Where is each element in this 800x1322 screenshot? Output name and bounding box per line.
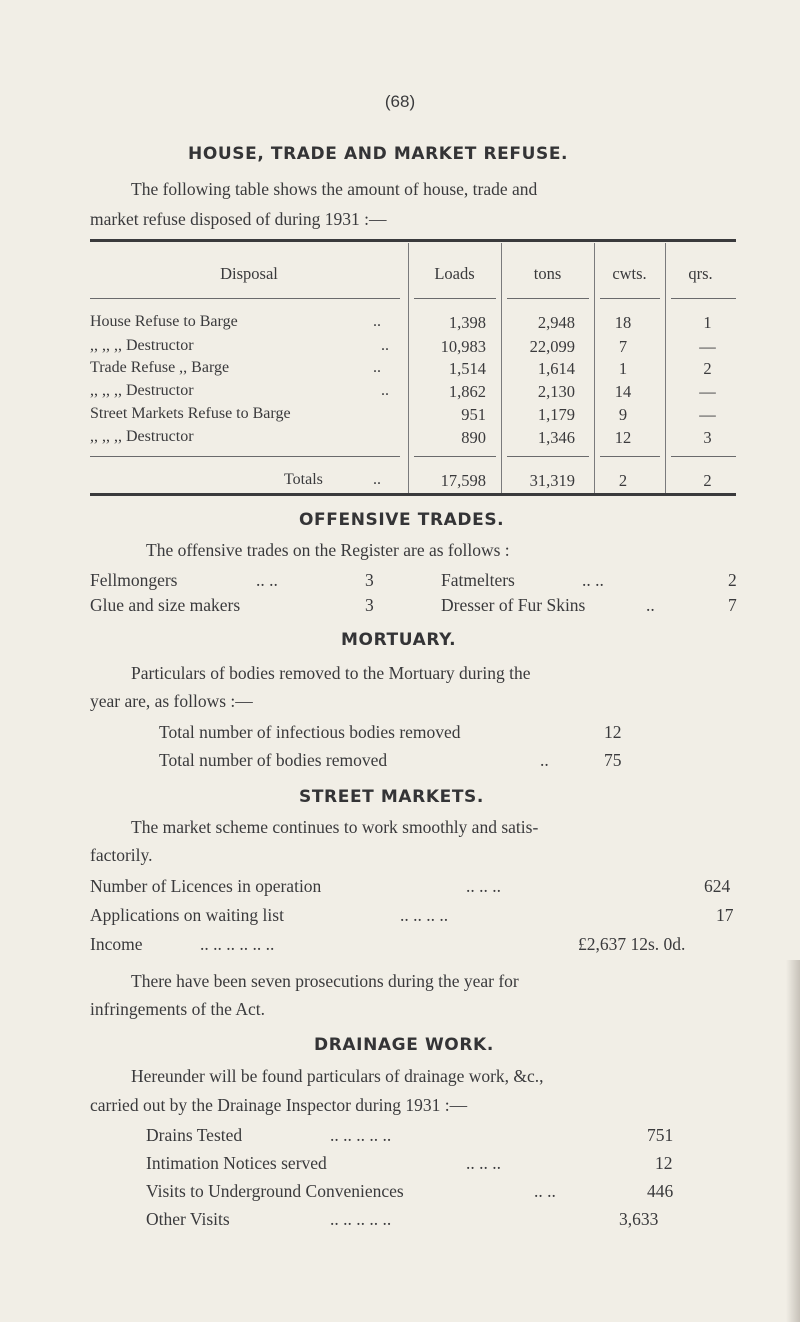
- header-cwts: cwts.: [612, 264, 647, 283]
- row-tons: 2,130: [537, 382, 575, 401]
- totals-label: Totals: [284, 471, 323, 488]
- totals-tons: 31,319: [529, 471, 575, 490]
- row-loads: 1,398: [448, 313, 486, 332]
- totals-rule: [671, 456, 736, 457]
- row-qrs: 1: [703, 313, 712, 332]
- item-leader-dots: ..: [646, 595, 655, 615]
- row-disposal: ,, ,, ,, Destructor: [90, 382, 194, 399]
- row-loads: 1,514: [448, 359, 486, 378]
- item-label: Total number of bodies removed: [159, 750, 388, 770]
- page-edge-shadow: [786, 960, 800, 1322]
- header-loads: Loads: [434, 264, 475, 283]
- item-value: 7: [728, 595, 737, 615]
- item-value: 446: [647, 1181, 674, 1201]
- row-tons: 2,948: [537, 313, 575, 332]
- row-disposal: ,, ,, ,, Destructor: [90, 337, 194, 354]
- totals-qrs: 2: [703, 471, 712, 490]
- refuse-intro-line1: The following table shows the amount of house, trade and: [131, 179, 538, 199]
- item-label: Visits to Underground Conveniences: [146, 1181, 404, 1201]
- mortuary-line2: year are, as follows :—: [90, 691, 253, 711]
- item-label: Drains Tested: [146, 1125, 243, 1145]
- markets-line2: factorily.: [90, 845, 153, 865]
- item-leader-dots: .. .. ..: [466, 876, 501, 896]
- row-cwts: 1: [618, 359, 628, 378]
- row-cwts: 7: [618, 337, 628, 356]
- row-loads: 951: [461, 405, 486, 424]
- header-underline: [414, 298, 496, 299]
- totals-rule: [90, 456, 400, 457]
- header-qrs: qrs.: [688, 264, 713, 283]
- totals-cwts: 2: [618, 471, 628, 490]
- refuse-heading: HOUSE, TRADE AND MARKET REFUSE.: [188, 144, 569, 164]
- item-value: 624: [704, 876, 731, 896]
- item-label: Glue and size makers: [90, 595, 241, 615]
- drainage-line1: Hereunder will be found particulars of drainage work, &c.,: [131, 1066, 544, 1086]
- row-tons: 1,614: [537, 359, 575, 378]
- row-cwts: 18: [614, 313, 632, 332]
- item-value: £2,637 12s. 0d.: [578, 934, 686, 954]
- row-tons: 1,346: [537, 428, 575, 447]
- row-disposal: House Refuse to Barge: [90, 313, 238, 330]
- row-qrs: —: [699, 405, 716, 424]
- row-disposal: Street Markets Refuse to Barge: [90, 405, 291, 422]
- item-value: 2: [728, 570, 737, 590]
- header-disposal: Disposal: [220, 264, 278, 283]
- item-label: Total number of infectious bodies removed: [159, 722, 461, 742]
- item-label: Number of Licences in operation: [90, 876, 322, 896]
- markets-heading: STREET MARKETS.: [299, 787, 484, 807]
- totals-leader-dots: ..: [373, 471, 381, 488]
- offensive-heading: OFFENSIVE TRADES.: [299, 510, 505, 530]
- item-value: 751: [647, 1125, 674, 1145]
- row-qrs: —: [699, 337, 716, 356]
- row-qrs: —: [699, 382, 716, 401]
- item-leader-dots: .. ..: [534, 1181, 556, 1201]
- item-leader-dots: .. .. .. ..: [400, 905, 449, 925]
- header-underline: [671, 298, 736, 299]
- row-tons: 22,099: [529, 337, 575, 356]
- row-disposal: Trade Refuse ,, Barge: [90, 359, 230, 376]
- drainage-line2: carried out by the Drainage Inspector during 1931 :—: [90, 1095, 468, 1115]
- header-underline: [507, 298, 589, 299]
- row-tons: 1,179: [537, 405, 575, 424]
- item-label: Fatmelters: [441, 570, 515, 590]
- item-leader-dots: .. .. ..: [466, 1153, 501, 1173]
- row-loads: 1,862: [448, 382, 486, 401]
- item-leader-dots: .. .. .. .. ..: [330, 1209, 392, 1229]
- table-bottom-rule: [90, 493, 736, 496]
- row-qrs: 2: [703, 359, 712, 378]
- row-qrs: 3: [703, 428, 712, 447]
- table-top-rule: [90, 239, 736, 242]
- item-label: Other Visits: [146, 1209, 230, 1229]
- row-loads: 890: [461, 428, 486, 447]
- item-label: Dresser of Fur Skins: [441, 595, 586, 615]
- item-label: Applications on waiting list: [90, 905, 284, 925]
- totals-rule: [414, 456, 496, 457]
- page-number: (68): [384, 92, 416, 111]
- item-label: Intimation Notices served: [146, 1153, 327, 1173]
- item-value: 3,633: [619, 1209, 659, 1229]
- row-leader-dots: ..: [373, 359, 381, 376]
- row-disposal: ,, ,, ,, Destructor: [90, 428, 194, 445]
- mortuary-heading: MORTUARY.: [341, 630, 457, 650]
- row-cwts: 12: [614, 428, 632, 447]
- item-leader-dots: .. .. .. .. .. ..: [200, 934, 275, 954]
- offensive-intro: The offensive trades on the Register are as follows :: [146, 540, 510, 560]
- row-cwts: 9: [618, 405, 628, 424]
- item-leader-dots: .. ..: [256, 570, 278, 590]
- item-value: 3: [365, 570, 374, 590]
- mortuary-line1: Particulars of bodies removed to the Mortuary during the: [131, 663, 531, 683]
- row-leader-dots: ..: [381, 382, 389, 399]
- item-leader-dots: ..: [540, 750, 549, 770]
- header-underline: [90, 298, 400, 299]
- row-loads: 10,983: [440, 337, 486, 356]
- header-tons: tons: [533, 264, 562, 283]
- row-leader-dots: ..: [373, 313, 381, 330]
- totals-rule: [507, 456, 589, 457]
- item-leader-dots: .. ..: [582, 570, 604, 590]
- item-value: 12: [655, 1153, 673, 1173]
- row-leader-dots: ..: [381, 337, 389, 354]
- item-label: Income: [90, 934, 143, 954]
- item-value: 12: [604, 722, 622, 742]
- drainage-heading: DRAINAGE WORK.: [314, 1035, 494, 1055]
- markets-line1: The market scheme continues to work smoothly and satis-: [131, 817, 539, 837]
- item-label: Fellmongers: [90, 570, 178, 590]
- markets-para-line1: There have been seven prosecutions during the year for: [131, 971, 519, 991]
- header-underline: [600, 298, 660, 299]
- item-value: 75: [604, 750, 622, 770]
- row-cwts: 14: [614, 382, 632, 401]
- markets-para-line2: infringements of the Act.: [90, 999, 265, 1019]
- totals-rule: [600, 456, 660, 457]
- totals-loads: 17,598: [440, 471, 486, 490]
- refuse-intro-line2: market refuse disposed of during 1931 :—: [90, 209, 387, 229]
- item-leader-dots: .. .. .. .. ..: [330, 1125, 392, 1145]
- item-value: 3: [365, 595, 374, 615]
- item-value: 17: [716, 905, 734, 925]
